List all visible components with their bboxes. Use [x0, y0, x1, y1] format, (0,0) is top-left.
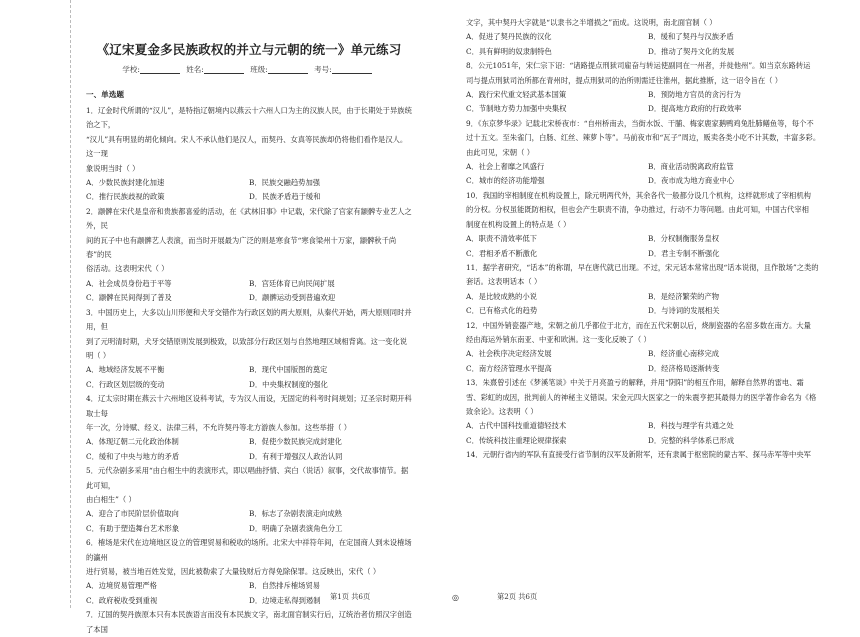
question-text-line: 7．辽国的契丹族原本只有本民族语言而没有本民族文字，南北面官制实行后，辽统治者仿照汉字创造了本国 [86, 610, 412, 634]
question [466, 261, 830, 319]
answer-option[interactable]: A．社会上奢靡之风盛行 [466, 162, 545, 172]
option-grid [86, 277, 412, 306]
answer-option[interactable]: D．夜市成为地方商业中心 [648, 176, 735, 186]
question [86, 205, 412, 306]
question [466, 448, 830, 462]
question-text-line: 司与提点刑狱司治所都在青州时，提点刑狱司的治所则需迁往淮州，据此推断，这一诏令旨在（ ） [466, 75, 783, 85]
answer-option[interactable]: C．节制地方势力加强中央集权 [466, 104, 567, 114]
question-text-line: 1．辽金时代所谓的“汉儿”，是特指辽朝境内以燕云十六州人口为主的汉族人民，由于长期处于异族统治之下， [86, 106, 412, 130]
answer-option[interactable]: D．经济格局逐渐转变 [648, 363, 720, 373]
question [466, 16, 830, 59]
answer-option[interactable]: B．自然排斥榷场贸易 [249, 581, 321, 591]
question-text-line: 2．颛髀在宋代是皇帝和贵族都喜爱的活动，在《武林旧事》中记载，宋代除了官家有颛髀专业艺人之外，民 [86, 206, 412, 231]
answer-option[interactable]: D．有利于增强汉人政治认同 [249, 451, 343, 461]
question [86, 608, 412, 637]
answer-option[interactable]: B．缓和了契丹与汉族矛盾 [648, 32, 734, 42]
question-text-line: 9．《东京梦华录》记载北宋桥夜市：“自州桥南去，当街水饭、干脯、梅家鹿家鹅鸭鸡兔肚肺鳝鱼等，每个不 [466, 118, 814, 128]
answer-option[interactable]: B．经济重心南移完成 [648, 349, 720, 359]
page-number-right: 第2页 共6页 [497, 592, 538, 601]
exam-no-blank[interactable] [332, 65, 372, 74]
answer-option[interactable]: D．民族矛盾趋于缓和 [249, 192, 321, 202]
answer-option[interactable]: B．分权制衡服务皇权 [648, 234, 720, 244]
answer-option[interactable]: D．明确了杂剧表演角色分工 [249, 523, 343, 533]
option-grid [466, 290, 830, 319]
page-left [0, 0, 430, 634]
answer-option[interactable]: A．少数民族封建化加速 [86, 178, 165, 188]
answer-option[interactable]: A．古代中国科技重道德轻技术 [466, 421, 567, 431]
answer-option[interactable]: D．推动了契丹文化的发展 [648, 46, 735, 56]
question-list-right [466, 16, 830, 463]
page-title: 《辽宋夏金多民族政权的并立与元朝的统一》单元练习 [96, 42, 402, 57]
question-text-line: 6．榷场是宋代在边境地区设立的管理贸易和税收的场所。北宋大中祥符年间，在定国商人到未设榷场的瀛州 [86, 538, 412, 562]
question [86, 306, 412, 392]
option-grid [466, 30, 830, 59]
question-text-line: 的分权。分权虽能既防相权，但也会产生职责不清，争功推过，行动不力等问题。由此可知，中国古代宰相 [466, 205, 809, 215]
answer-option[interactable]: D．边境走私得到遏制 [249, 595, 321, 605]
question-text-line: 套话。这表明话本（ ） [466, 277, 542, 287]
option-grid [86, 363, 412, 392]
answer-option[interactable]: A．职责不清效率低下 [466, 234, 537, 244]
option-grid [466, 160, 830, 189]
answer-option[interactable]: C．具有鲜明的奴隶制特色 [466, 46, 552, 56]
answer-option[interactable]: C．有助于塑造舞台艺术形象 [86, 523, 180, 533]
answer-option[interactable]: A．促进了契丹民族的汉化 [466, 32, 552, 42]
question-text-line: 5．元代杂剧多采用“由白相生中的表演形式，即以唱曲抒情、宾白（说话）叙事，交代故事情节。据此可知， [86, 466, 409, 490]
option-grid [466, 347, 830, 376]
exam-no-label: 考号: [314, 65, 332, 74]
answer-option[interactable]: A．是比较成熟的小说 [466, 291, 537, 301]
answer-option[interactable]: D．君主专制不断强化 [648, 248, 720, 258]
answer-option[interactable]: A．体现辽朝二元化政治体制 [86, 437, 179, 447]
question-text-line: 10．我国的宰相制度在机构设置上，除元明两代外，其余各代一般都分设几个机构，这样就形成了宰相机构 [466, 190, 811, 200]
answer-option[interactable]: A．地域经济发展不平衡 [86, 365, 165, 375]
question [466, 59, 830, 117]
answer-option[interactable]: C．行政区划层级的变动 [86, 379, 165, 389]
question-text-line: 进行贸易，被当地百姓发觉，因此被勒索了大量钱财后方得免除保罪。这反映出，宋代（ ） [86, 567, 381, 576]
question-text-line: 14．元朝行省内的军队有直接受行省节制的汉军及新附军，还有隶属于枢密院的蒙古军、探马赤军等中央军 [466, 450, 811, 460]
answer-option[interactable]: A．社会成员身份趋于平等 [86, 278, 172, 288]
question-text-line: 3．中国历史上，大多以山川形便和犬牙交错作为行政区划的两大原则，从秦代开始，两大原则同时并用，但 [86, 307, 412, 332]
answer-option[interactable]: C．缓和了中央与地方的矛盾 [86, 451, 180, 461]
answer-option[interactable]: C．推行民族歧视的政策 [86, 192, 165, 202]
question-text-line: 到了元明清时期，犬牙交错原则发展到极致，以致部分行政区划与自然地理区域相背离。这一变化说明（ ） [86, 336, 408, 360]
question-text-line: 4．辽太宗时期在燕云十六州地区设科考试，专为汉人而设，无固定的科考时间规划；辽圣宗时期开科取士每 [86, 394, 412, 418]
answer-option[interactable]: A．践行宋代重文轻武基本国策 [466, 90, 567, 100]
question-text-line: 经由海运外销东南亚、中亚和欧洲。这一变化反映了（ ） [466, 334, 651, 344]
answer-option[interactable]: C．政府税收受到重视 [86, 595, 158, 605]
answer-option[interactable]: B．促使少数民族完成封建化 [249, 437, 342, 447]
question [86, 464, 412, 536]
question [466, 189, 830, 261]
question [466, 376, 830, 448]
answer-option[interactable]: B．商业活动脱离政府监管 [648, 162, 734, 172]
question-text-line: 年一次，分诗赋、经义、法律三科，不允许契丹等北方游族人参加。这些举措（ ） [86, 422, 352, 432]
question-text-line: 象说明当时（ ） [86, 163, 140, 173]
question-text-line: 11．据学者研究，“话本”的称谓，早在唐代就已出现。不过，宋元话本常常出现“话本说彻，且作散场”之类的 [466, 262, 819, 272]
option-grid [466, 88, 830, 117]
answer-option[interactable]: A．社会秩序决定经济发展 [466, 349, 552, 359]
answer-option[interactable]: A．迎合了市民阶层价值取向 [86, 509, 179, 519]
question [86, 392, 412, 464]
answer-option[interactable]: C．已有格式化的趋势 [466, 306, 538, 316]
school-blank[interactable] [140, 65, 180, 74]
option-grid [86, 176, 412, 205]
question-text-line: 雪、彩虹的成因，批判前人的神秘主义错误。宋金元四大医家之一的朱震亨把其最得力的医学著作命名为《格 [466, 392, 817, 402]
answer-option[interactable]: B．民族交融趋势加强 [249, 178, 321, 188]
option-grid [86, 435, 412, 464]
question-list-left [86, 104, 412, 637]
question-text-line: 文字，其中契丹大字就是“以隶书之半增损之”而成。这说明，南北面官制（ ） [466, 18, 717, 27]
question-text-line: “汉儿”具有明显的胡化倾向。宋人不承认他们是汉人，而契丹、女真等民族却仍将他们看作是汉人。这一现 [86, 134, 408, 159]
question [466, 117, 830, 189]
answer-option[interactable]: D．颛髀运动受到普遍欢迎 [249, 293, 336, 303]
page-right [430, 0, 860, 608]
center-mark-icon: ◎ [452, 593, 459, 602]
answer-option[interactable]: B．是经济繁荣的产物 [648, 291, 720, 301]
answer-option[interactable]: A．边境贸易管理严格 [86, 581, 157, 591]
page-number-left: 第1页 共6页 [330, 592, 371, 601]
answer-option[interactable]: D．完整的科学体系已形成 [648, 435, 735, 445]
answer-option[interactable]: B．预防地方官员的贪污行为 [648, 90, 741, 100]
school-label: 学校: [122, 65, 140, 74]
answer-option[interactable]: C．传统科技注重理论规律探索 [466, 435, 567, 445]
question-text-line: 制度在机构设置上的特点是（ ） [466, 219, 571, 229]
name-label: 姓名: [186, 65, 204, 74]
question-text-line: 俗活动。这表明宋代（ ） [86, 264, 169, 274]
answer-option[interactable]: D．中央集权制度的强化 [249, 379, 328, 389]
question-text-line: 由白相生”（ ） [86, 494, 136, 504]
answer-option[interactable]: B．宫廷体育已向民间扩展 [249, 278, 335, 288]
question [466, 319, 830, 377]
question-text-line: 8．公元1051年，宋仁宗下诏：“诸路提点刑狱司雇奋与转运使副同在一州者，并徙他州”。如当京东路转运 [466, 61, 811, 71]
name-blank[interactable] [204, 65, 244, 74]
student-info-line [86, 64, 412, 75]
question-text-line: 过十五文。至朱雀门，白肠、红丝、辣萝卜等”。马前夜市和“瓦子”周边，贩卖各类小吃不计其数，丰富多彩。 [466, 133, 821, 143]
section-heading: 一、单选题 [86, 90, 124, 99]
answer-option[interactable]: B．标志了杂剧表演走向成熟 [249, 509, 342, 519]
option-grid [466, 419, 830, 448]
answer-option[interactable]: C．君相矛盾不断激化 [466, 248, 538, 258]
answer-option[interactable]: B．现代中国版图的奠定 [249, 365, 328, 375]
option-grid [86, 507, 412, 536]
question-text-line: 13．朱熹曾引述在《梦溪笔谈》中关于月亮盈亏的解释，并用“阴阳”的相互作用，解释自然界的雷电、霜 [466, 378, 804, 388]
class-label: 班级: [250, 65, 268, 74]
answer-option[interactable]: D．与诗词的发展相关 [648, 306, 720, 316]
class-blank[interactable] [268, 65, 308, 74]
answer-option[interactable]: D．提高地方政府的行政效率 [648, 104, 742, 114]
answer-option[interactable]: C．颛髀在民间得到了普及 [86, 293, 172, 303]
question-text-line: 间的瓦子中也有颛髀艺人表演，而当时开展最为广泛的则是寒食节“寒食梁州十万家，颛髀秋千尚春”的民 [86, 235, 397, 260]
question-text-line: 致余论》。这表明（ ） [466, 406, 538, 416]
answer-option[interactable]: C．南方经济管理水平提高 [466, 363, 552, 373]
answer-option[interactable]: C．城市的经济功能增强 [466, 176, 545, 186]
answer-option[interactable]: B．科技与理学有共通之处 [648, 421, 734, 431]
question-text-line: 由此可见，宋朝（ ） [466, 147, 534, 157]
question-text-line: 12．中国外销瓷器产地，宋朝之前几乎都位于北方，而在五代宋朝以后，烧制瓷器的名窑多数在南方。大量 [466, 320, 811, 330]
question [86, 104, 412, 205]
option-grid [466, 232, 830, 261]
